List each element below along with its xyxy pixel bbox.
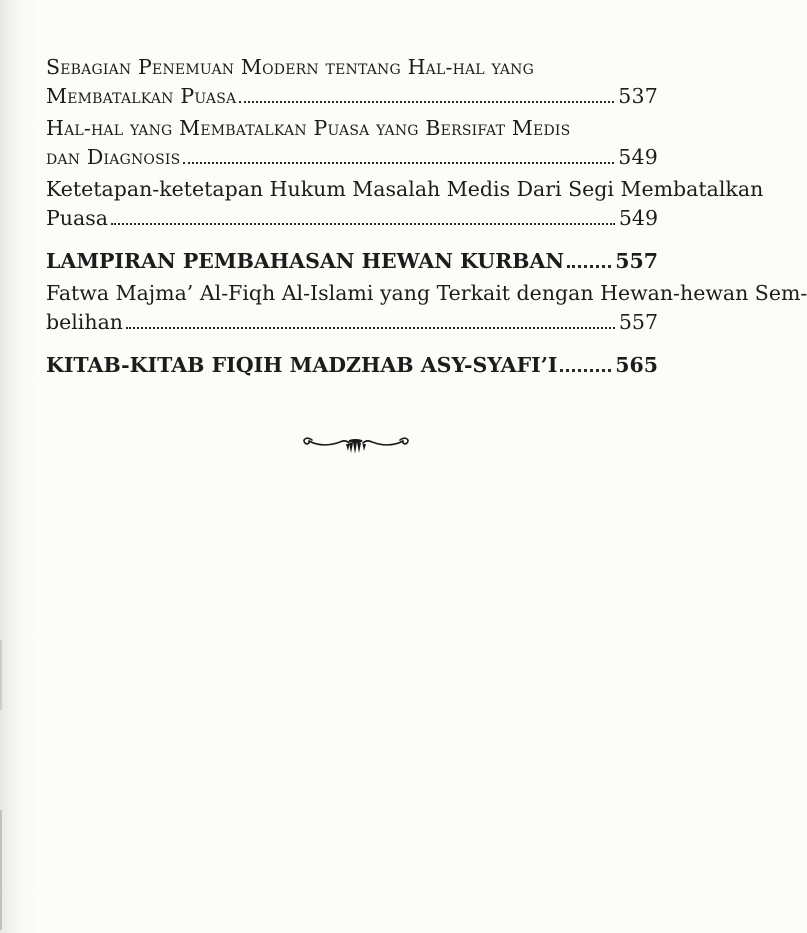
toc-entry-title-line: Membatalkan Puasa [46, 84, 237, 108]
toc-entry-title-line: Ketetapan-ketetapan Hukum Masalah Medis Dari Segi Membatalkan [46, 177, 764, 201]
toc-entry-last-line [46, 247, 658, 276]
floral-divider-icon [300, 428, 412, 456]
dot-leader [183, 162, 614, 164]
toc-entry-title-line: Fatwa Majma’ Al-Fiqh Al-Islami yang Terkait dengan Hewan-hewan Sem- [46, 281, 807, 305]
toc-page-number: 557 [618, 310, 658, 334]
toc-section-entry [46, 351, 658, 380]
toc-entry-title-line: belihan [46, 310, 123, 334]
toc-entry-last-line [46, 204, 658, 233]
toc-section-title: KITAB-KITAB FIQIH MADZHAB ASY-SYAFI’I [46, 353, 558, 377]
table-of-contents [46, 53, 807, 380]
toc-page-number: 549 [618, 145, 658, 169]
toc-entry [46, 175, 764, 233]
toc-section-entry [46, 247, 658, 276]
toc-page-number: 549 [618, 206, 658, 230]
page-edge-mark [0, 640, 2, 710]
dot-leader [111, 223, 615, 225]
toc-page-number: 537 [618, 84, 658, 108]
toc-page-number: 565 [615, 353, 658, 377]
dot-leader [567, 265, 611, 268]
toc-entry [46, 279, 807, 337]
toc-entry-title-line: Hal-hal yang Membatalkan Puasa yang Bersifat Medis [46, 116, 571, 140]
toc-entry-last-line [46, 82, 658, 111]
toc-entry [46, 114, 658, 172]
toc-entry [46, 53, 658, 111]
toc-entry-last-line [46, 308, 658, 337]
toc-entry-title-line: Puasa [46, 206, 108, 230]
dot-leader [126, 327, 615, 329]
toc-entry-last-line [46, 351, 658, 380]
dot-leader [239, 101, 614, 103]
toc-entry-title-line: dan Diagnosis [46, 145, 181, 169]
toc-page-number: 557 [615, 249, 658, 273]
toc-section-title: LAMPIRAN PEMBAHASAN HEWAN KURBAN [46, 249, 565, 273]
dot-leader [560, 369, 611, 372]
toc-entry-title-line: Sebagian Penemuan Modern tentang Hal-hal yang [46, 55, 535, 79]
page-edge-mark [0, 810, 2, 930]
toc-entry-last-line [46, 143, 658, 172]
